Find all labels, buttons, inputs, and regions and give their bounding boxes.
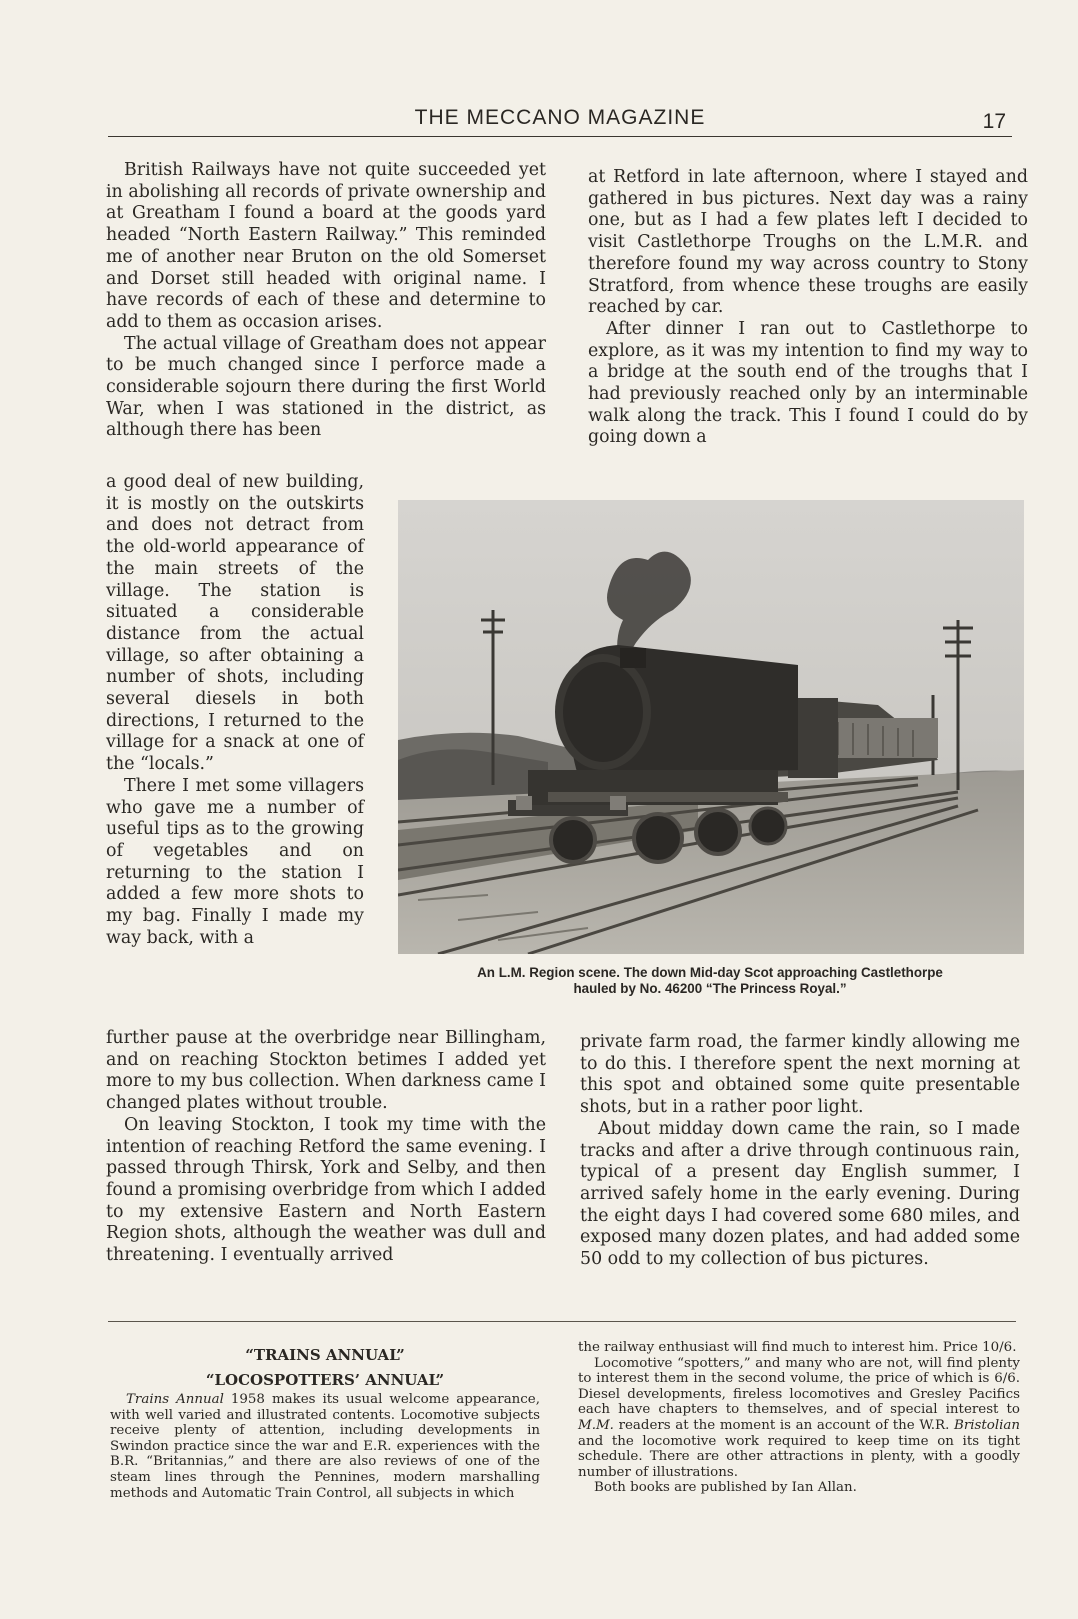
text: Locomotive “spotters,” and many who are not, will find plenty to interest them in the second volume, the price of which is 6/6. Diesel developments, fireless locomotives and Gresley Pacifics each have chapters to themselves, and of special interest to (578, 1355, 1020, 1418)
paragraph: On leaving Stockton, I took my time with the intention of reaching Retford the same evening. I passed through Thirsk, York and Selby, and then found a promising overbridge from which I added to my extensive Eastern and North Eastern Region shots, although the weather was dull and threatening. I eventually arrived (106, 1114, 546, 1266)
photo-caption (392, 965, 1028, 997)
paragraph: at Retford in late afternoon, where I stayed and gathered in bus pictures. Next day was a rainy one, but as I had a few plates left I decided to visit Castlethorpe Troughs on the L.M.R. and therefore found my way across country to Stony Stratford, from whence these troughs are easily reached by car. (588, 167, 1028, 318)
paragraph: private farm road, the farmer kindly allowing me to do this. I therefore spent the next morning at this spot and obtained some quite presentable shots, but in a rather poor light. (580, 1032, 1020, 1118)
paragraph: the railway enthusiast will find much to interest him. Price 10/6. (578, 1340, 1017, 1355)
caption-line: An L.M. Region scene. The down Mid-day Scot approaching Castlethorpe (477, 965, 943, 980)
column-1-narrow (106, 472, 364, 949)
paragraph (578, 1356, 1020, 1481)
paragraph: Both books are published by Ian Allan. (594, 1480, 857, 1496)
paragraph (110, 1392, 540, 1501)
magazine-title: THE MECCANO MAGAZINE (414, 106, 706, 129)
column-2-top (588, 167, 1028, 449)
paragraph: a good deal of new building, it is mostly on the outskirts and does not detract from the old-world appearance of the main streets of the village. The station is situated a considerable distance from the actual village, so after obtaining a number of shots, including several diesels in both directions, I returned to the village for a snack at one of the “locals.” (106, 472, 364, 775)
paragraph: After dinner I ran out to Castlethorpe to explore, as it was my intention to find my way to a bridge at the south end of the troughs that I had previously reached only by an interminable walk along the track. This I found I could do by going down a (588, 318, 1028, 448)
page-number: 17 (982, 110, 1006, 133)
paragraph: further pause at the overbridge near Billingham, and on reaching Stockton betimes I added yet more to my bus collection. When darkness came I changed plates without trouble. (106, 1028, 546, 1114)
review-heading: “LOCOSPOTTERS’ ANNUAL” (205, 1371, 445, 1389)
column-1-bottom (106, 1028, 546, 1267)
section-divider (108, 1321, 1016, 1322)
paragraph: British Railways have not quite succeeded yet in abolishing all records of private ownership and at Greatham I found a board at the goods yard headed “North Eastern Railway.” This reminded me of another near Bruton on the old Somerset and Dorset still headed with original name. I have records of each of these and determine to add to them as occasion arises. (106, 160, 546, 332)
review-left-column (110, 1392, 540, 1501)
text: readers at the moment is an account of the W.R. (613, 1417, 954, 1433)
caption-line: hauled by No. 46200 “The Princess Royal.” (573, 981, 847, 996)
column-2-bottom (580, 1032, 1020, 1271)
column-1-top (106, 160, 546, 442)
paragraph: About midday down came the rain, so I made tracks and after a drive through continuous rain, typical of a present day English summer, I arrived safely home in the early evening. During the eight days I had covered some 680 miles, and exposed many dozen plates, and had added some 50 odd to my collection of bus pictures. (580, 1118, 1020, 1270)
review-right-column (578, 1340, 1020, 1496)
text: and the locomotive work required to keep time on its tight schedule. There are other attractions in plenty, with a goodly number of illustrations. (578, 1433, 1020, 1480)
page-header (108, 106, 1012, 137)
text: 1958 makes its usual welcome appearance, with well varied and illustrated contents. Locomotive subjects receive plenty of attention, including developments in Swindon practice since the war and E.R. experiences with the B.R. “Britannias,” and there are also reviews of one of the steam lines through the Pennines, modern marshalling methods and Automatic Train Control, all subjects in which (110, 1392, 540, 1501)
book-title: Trains Annual (126, 1392, 224, 1407)
locomotive-photo (398, 500, 1024, 954)
review-heading: “TRAINS ANNUAL” (245, 1346, 405, 1364)
paragraph: The actual village of Greatham does not appear to be much changed since I perforce made a considerable sojourn there during the first World War, when I was stationed in the district, as although there has been (106, 333, 546, 441)
paragraph: There I met some villagers who gave me a number of useful tips as to the growing of vegetables and on returning to the station I added a few more shots to my bag. Finally I made my way back, with a (106, 775, 364, 948)
train-name: Bristolian (953, 1417, 1020, 1433)
magazine-abbrev: M.M. (578, 1417, 614, 1433)
steam-train-illustration (398, 500, 1024, 954)
